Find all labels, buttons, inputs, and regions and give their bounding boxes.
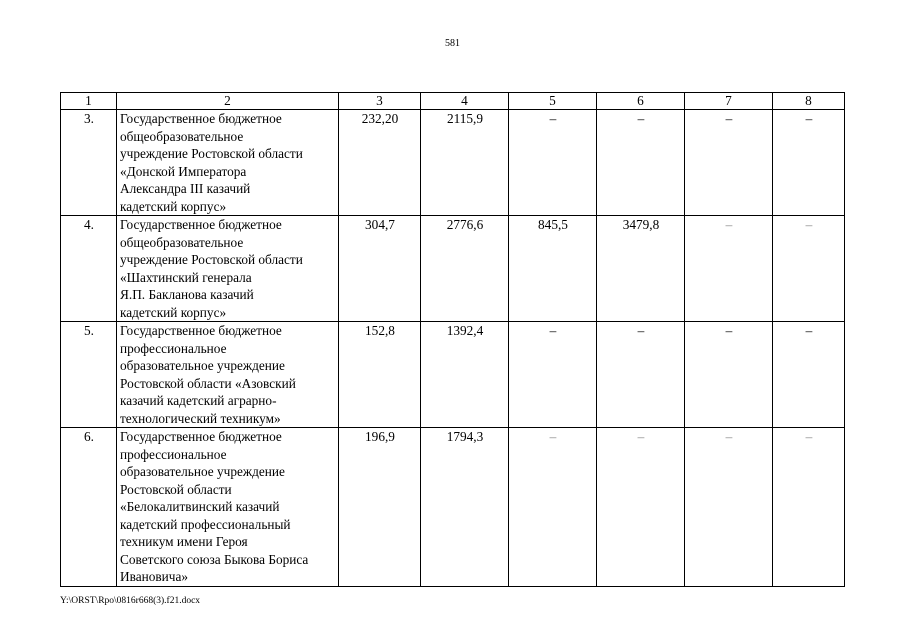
value-col-7: – xyxy=(685,322,773,428)
value-col-6: – xyxy=(597,110,685,216)
name-line: Ростовской области xyxy=(120,481,232,497)
row-number: 6. xyxy=(61,428,117,587)
table-row xyxy=(61,322,845,428)
value-col-3: 232,20 xyxy=(339,110,421,216)
value-col-5: – xyxy=(509,322,597,428)
name-line: «Белокалитвинский казачий xyxy=(120,499,280,514)
header-cell: 7 xyxy=(685,93,773,110)
header-cell: 2 xyxy=(117,93,339,110)
page-number: 581 xyxy=(445,38,460,49)
header-cell: 3 xyxy=(339,93,421,110)
name-line: кадетский профессиональный xyxy=(120,516,291,532)
value-col-7: – xyxy=(685,110,773,216)
name-line: Государственное бюджетное xyxy=(120,111,282,126)
name-line: профессиональное xyxy=(120,340,227,356)
name-line: казачий кадетский аграрно- xyxy=(120,393,277,408)
name-line: «Донской Императора xyxy=(120,163,247,179)
value-col-4: 1392,4 xyxy=(421,322,509,428)
name-line: технологический техникум» xyxy=(120,410,281,426)
value-col-4: 2776,6 xyxy=(421,216,509,322)
institution-name xyxy=(117,428,339,587)
name-line: Ростовской области «Азовский xyxy=(120,375,296,391)
header-cell: 6 xyxy=(597,93,685,110)
header-cell: 8 xyxy=(773,93,845,110)
value-col-8: – xyxy=(773,110,845,216)
file-path-footer: Y:\ORST\Rpo\0816r668(3).f21.docx xyxy=(60,596,201,606)
name-line: Государственное бюджетное xyxy=(120,429,282,444)
value-col-6: 3479,8 xyxy=(597,216,685,322)
value-col-7: – xyxy=(685,428,773,587)
name-line: образовательное учреждение xyxy=(120,464,285,479)
value-col-5: – xyxy=(509,428,597,587)
name-line: общеобразовательное xyxy=(120,128,244,144)
value-col-3: 196,9 xyxy=(339,428,421,587)
institution-name xyxy=(117,216,339,322)
header-cell: 1 xyxy=(61,93,117,110)
row-number: 3. xyxy=(61,110,117,216)
value-col-8: – xyxy=(773,428,845,587)
name-line: профессиональное xyxy=(120,446,227,462)
row-number: 4. xyxy=(61,216,117,322)
value-col-3: 304,7 xyxy=(339,216,421,322)
row-number: 5. xyxy=(61,322,117,428)
value-col-5: 845,5 xyxy=(509,216,597,322)
table-row xyxy=(61,216,845,322)
header-cell: 5 xyxy=(509,93,597,110)
value-col-8: – xyxy=(773,216,845,322)
name-line: техникум имени Героя xyxy=(120,534,248,549)
value-col-5: – xyxy=(509,110,597,216)
name-line: учреждение Ростовской области xyxy=(120,252,303,267)
name-line: учреждение Ростовской области xyxy=(120,146,303,161)
name-line: кадетский корпус» xyxy=(120,198,227,214)
table-header-row xyxy=(61,93,845,110)
value-col-8: – xyxy=(773,322,845,428)
name-line: Государственное бюджетное xyxy=(120,217,282,232)
name-line: Я.П. Бакланова казачий xyxy=(120,287,254,302)
value-col-4: 2115,9 xyxy=(421,110,509,216)
value-col-7: – xyxy=(685,216,773,322)
name-line: Государственное бюджетное xyxy=(120,323,282,338)
table-row xyxy=(61,110,845,216)
name-line: Советского союза Быкова Бориса xyxy=(120,551,309,567)
value-col-6: – xyxy=(597,322,685,428)
data-table xyxy=(60,92,845,587)
header-cell: 4 xyxy=(421,93,509,110)
name-line: Ивановича» xyxy=(120,569,189,584)
table-row xyxy=(61,428,845,587)
value-col-3: 152,8 xyxy=(339,322,421,428)
value-col-6: – xyxy=(597,428,685,587)
institution-name xyxy=(117,110,339,216)
value-col-4: 1794,3 xyxy=(421,428,509,587)
institution-name xyxy=(117,322,339,428)
name-line: кадетский корпус» xyxy=(120,304,227,320)
name-line: образовательное учреждение xyxy=(120,358,285,373)
name-line: общеобразовательное xyxy=(120,234,244,250)
name-line: «Шахтинский генерала xyxy=(120,269,252,285)
name-line: Александра III казачий xyxy=(120,181,251,196)
